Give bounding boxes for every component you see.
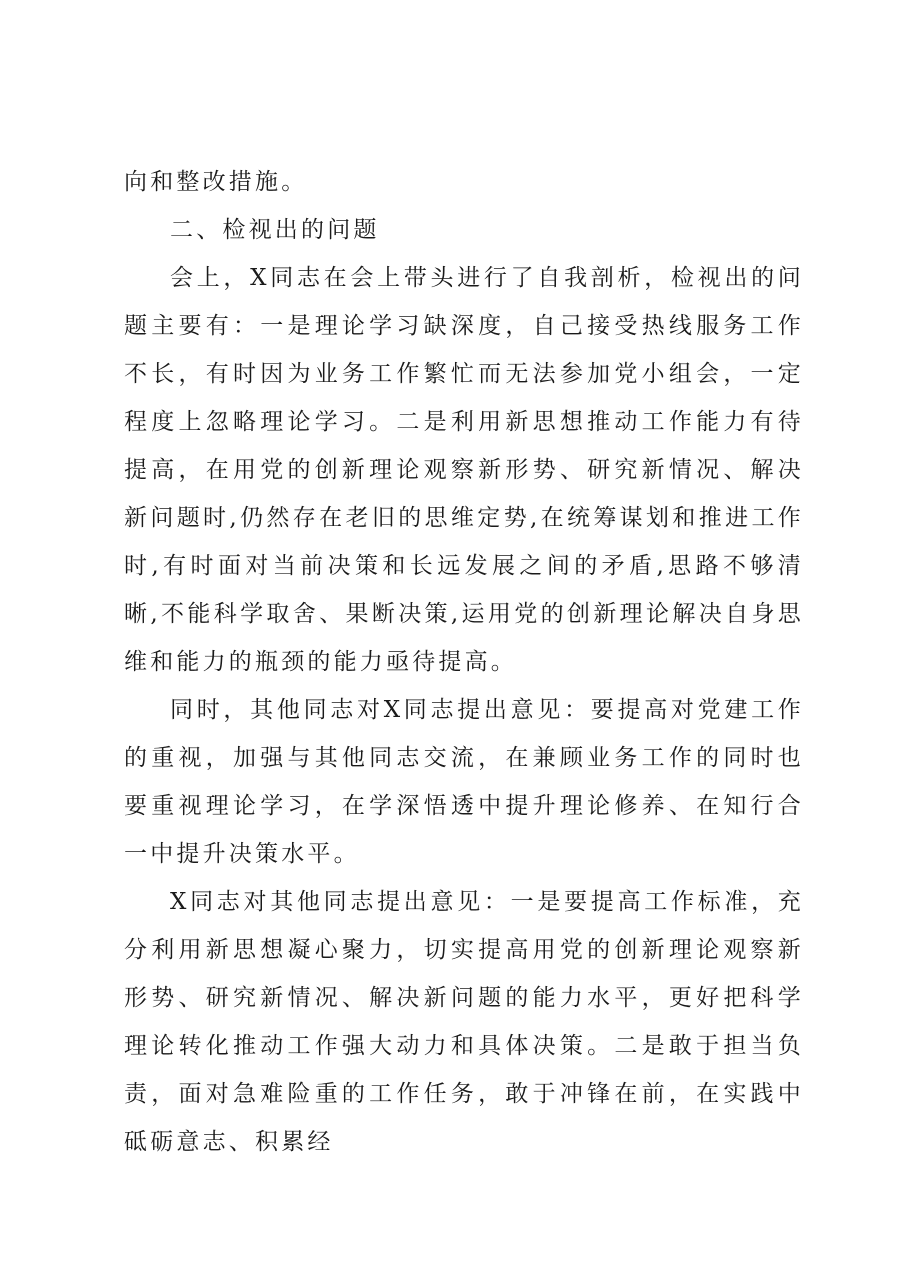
paragraph-others-opinions: 同时，其他同志对X同志提出意见：要提高对党建工作的重视，加强与其他同志交流，在兼顾业务工作的同时也要重视理论学习，在学深悟透中提升理论修养、在知行合一中提升决策水平。	[124, 697, 804, 867]
section-heading: 二、检视出的问题	[170, 217, 380, 243]
paragraph-self-analysis: 会上，X同志在会上带头进行了自我剖析，检视出的问题主要有：一是理论学习缺深度，自己接受热线服务工作不长，有时因为业务工作繁忙而无法参加党小组会，一定程度上忽略理论学习。二是利用新思想推动工作能力有待提高，在用党的创新理论观察新形势、研究新情况、解决新问题时,仍然存在老旧的思维定势,在统筹谋划和推进工作时,有时面对当前决策和长远发展之间的矛盾,思路不够清晰,不能科学取舍、果断决策,运用党的创新理论解决自身思维和能力的瓶颈的能力亟待提高。	[124, 265, 804, 675]
paragraph-continuation: 向和整改措施。	[124, 169, 308, 195]
paragraph-x-opinions: X同志对其他同志提出意见：一是要提高工作标准，充分利用新思想凝心聚力，切实提高用党的创新理论观察新形势、研究新情况、解决新问题的能力水平，更好把科学理论转化推动工作强大动力和具体决策。二是敢于担当负责，面对急难险重的工作任务，敢于冲锋在前，在实践中砥砺意志、积累经	[124, 889, 804, 1155]
document-body	[124, 158, 804, 1166]
